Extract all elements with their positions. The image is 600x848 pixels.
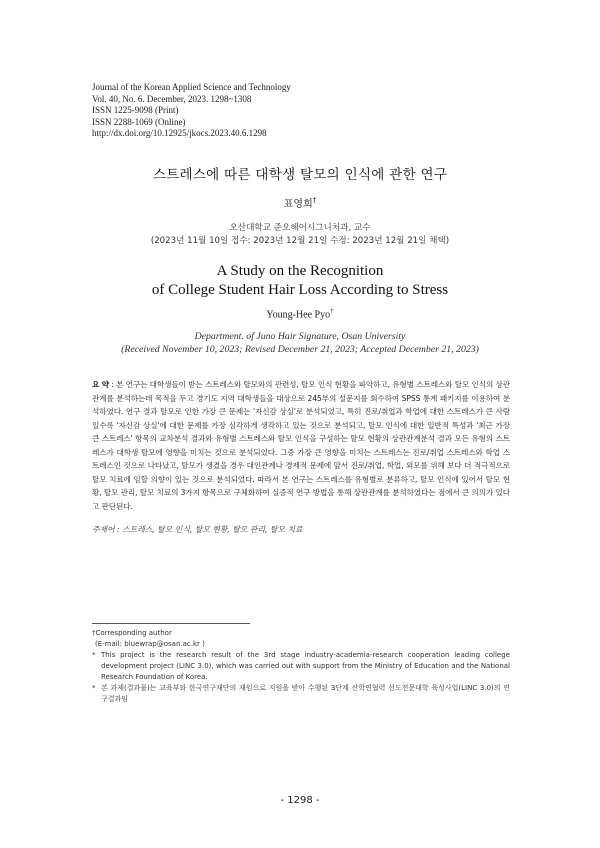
footnote-divider <box>92 623 250 624</box>
abstract-label: 요 약 <box>92 380 110 389</box>
korean-affiliation: 오산대학교 준오헤어시그니처과, 교수 <box>229 223 371 233</box>
korean-dates: (2023년 11월 10일 접수: 2023년 12월 21일 수정: 2023년 12월 21일 채택) <box>150 236 450 246</box>
doi-link[interactable]: http://dx.doi.org/10.12925/jkocs.2023.40.6.1298 <box>92 128 267 139</box>
project-kr-text: 본 과제(결과물)는 교육부와 한국연구재단의 재원으로 지원을 받아 수행된 3단계 산학연협력 선도전문대학 육성사업(LINC 3.0)의 연구결과임 <box>101 684 510 703</box>
journal-info <box>92 82 452 140</box>
english-title <box>0 262 600 300</box>
journal-volume: Vol. 40, No. 6. December, 2023. 1298~1308 <box>92 93 252 104</box>
footnote-project-en <box>92 650 510 683</box>
korean-author-name: 표영희 <box>283 199 313 210</box>
footnote-email: (E-mail: bluewrap@osan.ac.kr ) <box>95 640 205 648</box>
korean-author <box>0 195 600 210</box>
corresponding-label: Corresponding author <box>95 629 172 637</box>
english-affiliation: Department. of Juno Hair Signature, Osan University <box>194 331 406 342</box>
korean-affiliation-block <box>0 222 600 248</box>
footnote-star: * <box>92 651 96 659</box>
footnote-project-kr <box>92 683 510 705</box>
english-author <box>0 307 600 320</box>
issn-print: ISSN 1225-9098 (Print) <box>92 105 179 116</box>
footnote-corresponding <box>92 628 510 639</box>
korean-title: 스트레스에 따른 대학생 탈모의 인식에 관한 연구 <box>152 167 448 183</box>
english-author-mark: † <box>330 307 334 315</box>
english-affiliation-block <box>0 330 600 357</box>
footnotes <box>92 628 510 705</box>
project-en-text: This project is the research result of the 3rd stage industry-academia-research cooperation leading college development project (LINC 3.0), which was carried out with support from the Ministry of Education and the National Research Foundation of Korea. <box>101 651 510 681</box>
issn-online: ISSN 2288-1069 (Online) <box>92 116 186 127</box>
abstract <box>92 378 510 513</box>
page-number: - 1298 - <box>280 795 320 806</box>
abstract-text: : 본 연구는 대학생들이 받는 스트레스와 탈모와의 관련성, 탈모 인식 현황을 파악하고, 유형별 스트레스와 탈모 인식의 상관관계를 분석하는데 목적을 두고 경기도 지역 대학생들을 대상으로 245부의 설문지를 회수하여 SPSS 통계 패키지를 이용하여 분석하였다. 연구 결과 탈모로 인한 가장 큰 문제는 '자신감 상실'로 분석되었고, 특히 진로/취업과 학업에 대한 스트레스가 큰 사람일수록 '자신감 상실'에 대한 문제를 가장 심각하게 생각하고 있는 것으로 분석되고, 탈모 인식에 대한 일반적 특성과 '최근 가장 큰 스트레스' 항목의 교차분석 결과와 유형별 스트레스와 탈모 인식을 구성하는 탈모 현황의 상관관계분석 결과 모든 유형의 스트레스가 대학생 탈모에 영향을 미치는 것으로 분석되었다. 그중 가장 큰 영향을 미치는 스트레스는 진로/취업 스트레스와 학업 스트레스인 것으로 나타났고, 탈모가 생겼을 경우 대인관계나 경제적 문제에 앞서 진로/취업, 학업, 외모를 위해 보다 더 적극적으로 탈모 치료에 임할 의향이 있는 것으로 분석되었다. 따라서 본 연구는 스트레스를 유형별로 분류하고, 탈모 인식에 있어서 탈모 현황, 탈모 관리, 탈모 치료의 3가지 항목으로 구체화하여 실증적 연구 방법을 통해 상관관계를 분석하였다는 점에서 큰 의의가 있다고 판단된다. <box>92 380 510 511</box>
english-author-name: Young-Hee Pyo <box>266 309 331 321</box>
journal-name: Journal of the Korean Applied Science and Technology <box>92 82 291 92</box>
english-dates: (Received November 10, 2023; Revised December 21, 2023; Accepted December 21, 2023) <box>121 344 479 356</box>
korean-author-mark: † <box>312 196 317 205</box>
keywords: 주제어 : 스트레스, 탈모 인식, 탈모 현황, 탈모 관리, 탈모 치료 <box>92 525 303 534</box>
english-title-line2: of College Student Hair Loss According to Stress <box>151 282 449 298</box>
footnote-star-kr: * <box>92 684 96 692</box>
corresponding-mark: † <box>92 629 96 637</box>
english-title-line1: A Study on the Recognition <box>216 263 384 279</box>
